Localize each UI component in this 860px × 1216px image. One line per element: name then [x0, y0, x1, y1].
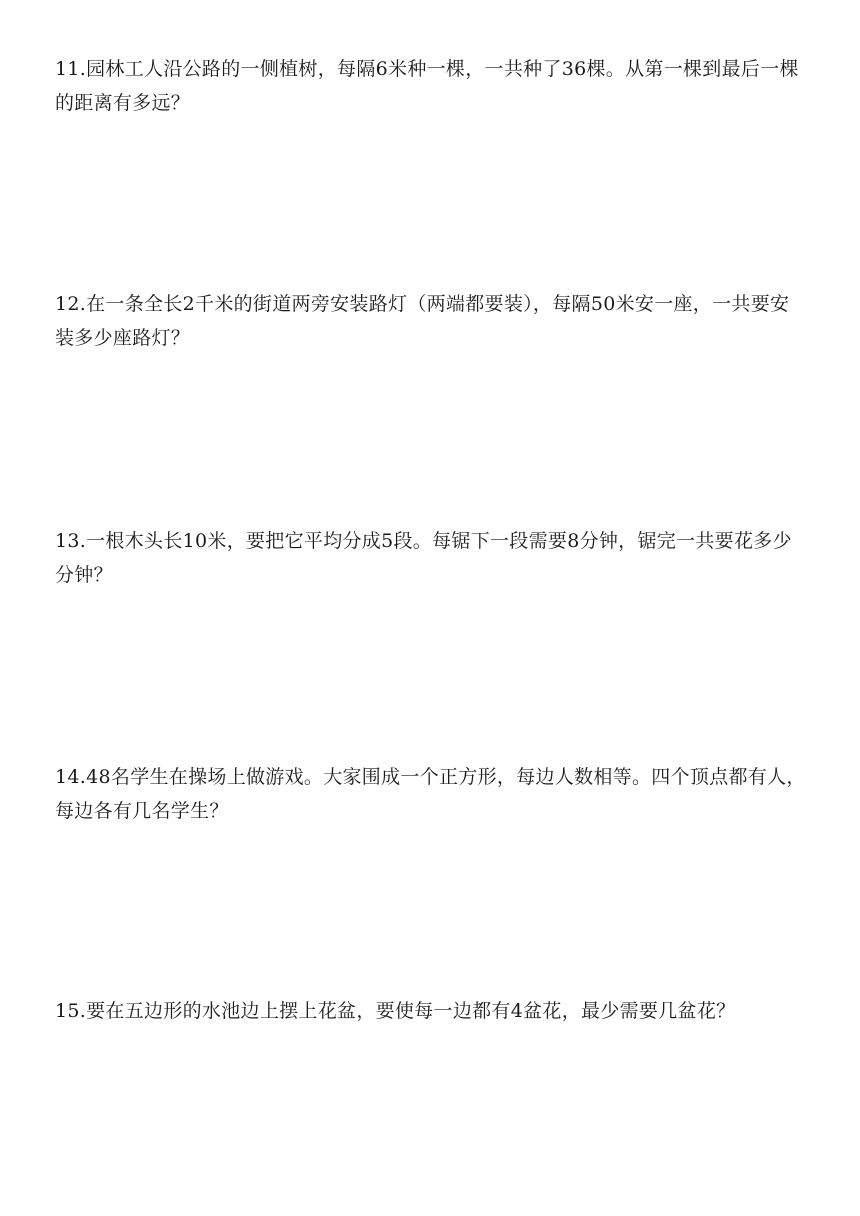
question-14 [55, 760, 807, 828]
question-text: 园林工人沿公路的一侧植树，每隔6米种一棵，一共种了36棵。从第一棵到最后一棵的距离有多远？ [55, 58, 799, 114]
question-text: 要在五边形的水池边上摆上花盆，要使每一边都有4盆花，最少需要几盆花？ [86, 1000, 736, 1022]
question-number: 15. [55, 1000, 87, 1022]
question-text: 48名学生在操场上做游戏。大家围成一个正方形，每边人数相等。四个顶点都有人，每边各有几名学生？ [55, 766, 806, 822]
question-number: 14. [55, 766, 87, 788]
question-number: 13. [55, 530, 87, 552]
question-13 [55, 524, 807, 592]
question-11 [55, 52, 807, 120]
question-number: 12. [55, 293, 87, 315]
question-12 [55, 287, 807, 355]
question-15 [55, 994, 807, 1028]
question-text: 一根木头长10米，要把它平均分成5段。每锯下一段需要8分钟，锯完一共要花多少分钟？ [55, 530, 792, 586]
question-number: 11. [55, 58, 87, 80]
question-text: 在一条全长2千米的街道两旁安装路灯（两端都要装），每隔50米安一座，一共要安装多少座路灯？ [55, 293, 790, 349]
